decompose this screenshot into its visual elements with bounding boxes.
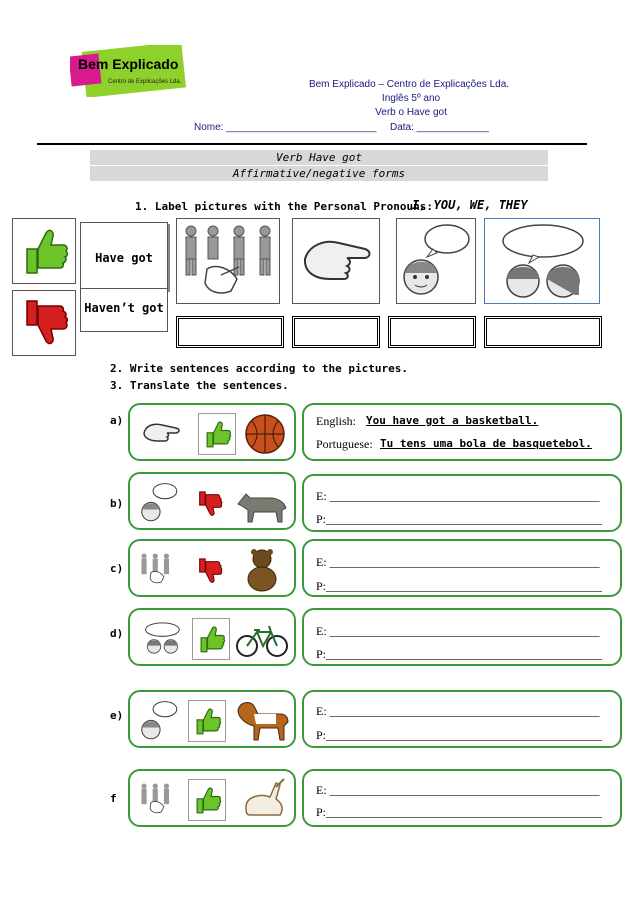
thumbs-up-icon: [189, 780, 225, 820]
row-d-sentences: [302, 608, 622, 666]
row-e-letter: e): [110, 709, 124, 722]
boy-with-speech-bubble-icon: [138, 480, 180, 526]
wolf-icon: [234, 482, 290, 524]
row-e-portuguese-line[interactable]: P:______________________________________________: [316, 728, 603, 742]
answer-box-1[interactable]: [176, 316, 284, 348]
thumb-frame: [188, 779, 226, 821]
picture-they: [484, 218, 600, 304]
row-d-portuguese-line[interactable]: P:______________________________________________: [316, 647, 603, 661]
group-pointing-self-icon: [138, 779, 182, 819]
exercise1-instruction: 1. Label pictures with the Personal Pronouns:: [135, 200, 434, 213]
two-kids-with-speech-bubble-icon: [485, 219, 599, 303]
header-divider: [37, 143, 587, 145]
pointing-hand-icon: [142, 415, 182, 451]
pronoun-list: I, YOU, WE, THEY: [412, 198, 528, 212]
thumbs-down-icon: [192, 553, 226, 589]
thumbs-up-icon: [199, 414, 235, 454]
answer-box-2[interactable]: [292, 316, 380, 348]
row-f-pictures: [128, 769, 296, 827]
row-d-english-line[interactable]: E: _____________________________________________: [316, 624, 600, 638]
header-line-2: Inglês 5º ano: [381, 93, 441, 104]
picture-i: [176, 218, 280, 304]
row-a-portuguese: Tu tens uma bola de basquetebol.: [380, 437, 592, 450]
have-got-label: Have got: [95, 251, 153, 265]
row-a-english-label: English:: [316, 414, 357, 428]
row-d-letter: d): [110, 627, 124, 640]
havent-got-box: [80, 288, 168, 332]
thumb-frame: [192, 618, 230, 660]
date-field[interactable]: Data: _____________: [390, 122, 489, 133]
row-e-english-line[interactable]: E: _____________________________________________: [316, 704, 600, 718]
answer-box-3[interactable]: [388, 316, 476, 348]
name-field[interactable]: Nome: ___________________________: [194, 122, 377, 133]
group-pointing-self-icon: [177, 219, 279, 303]
row-a-pictures: [128, 403, 296, 461]
boy-with-speech-bubble-icon: [138, 698, 180, 744]
row-e-sentences: [302, 690, 622, 748]
row-d-pictures: [128, 608, 296, 666]
thumbs-down-icon: [13, 291, 75, 355]
logo-text: Bem Explicado: [78, 56, 179, 72]
bicycle-icon: [236, 620, 288, 658]
row-c-portuguese-line[interactable]: P:______________________________________________: [316, 579, 603, 593]
pointing-hand-icon: [293, 219, 379, 303]
picture-we: [396, 218, 476, 304]
row-b-portuguese-line[interactable]: P:______________________________________________: [316, 512, 603, 526]
row-b-english-line[interactable]: E: _____________________________________________: [316, 489, 600, 503]
row-b-pictures: [128, 472, 296, 530]
row-b-letter: b): [110, 497, 124, 510]
instruction-2: 2. Write sentences according to the pictures.: [110, 362, 409, 375]
row-a-sentences: [302, 403, 622, 461]
row-f-sentences: [302, 769, 622, 827]
band-title: Verb Have got: [90, 150, 548, 165]
boy-with-speech-bubble-icon: [397, 219, 475, 303]
dog-icon: [234, 698, 290, 744]
group-pointing-self-icon: [138, 549, 182, 589]
picture-you: [292, 218, 380, 304]
thumbs-up-icon: [193, 619, 229, 659]
row-c-letter: c): [110, 562, 124, 575]
row-c-pictures: [128, 539, 296, 597]
havent-got-label: Haven’t got: [84, 301, 164, 315]
row-e-pictures: [128, 690, 296, 748]
row-a-portuguese-label: Portuguese:: [316, 437, 373, 451]
logo-subtext: Centro de Explicações Lda.: [108, 79, 182, 85]
thumb-frame: [198, 413, 236, 455]
two-kids-with-speech-bubble-icon: [138, 616, 186, 660]
row-a-english: You have got a basketball.: [366, 414, 539, 427]
row-f-portuguese-line[interactable]: P:______________________________________________: [316, 805, 603, 819]
thumbs-down-icon: [192, 486, 226, 522]
basketball-icon: [244, 413, 286, 455]
thumb-frame: [188, 700, 226, 742]
header-line-1: Bem Explicado – Centro de Explicações Lda.: [308, 79, 510, 90]
bear-icon: [240, 547, 284, 593]
row-c-sentences: [302, 539, 622, 597]
instruction-3: 3. Translate the sentences.: [110, 379, 289, 392]
rabbit-icon: [236, 777, 288, 823]
thumbs-up-icon: [189, 701, 225, 741]
row-a-letter: a): [110, 414, 124, 427]
header-line-3: Verb o Have got: [375, 107, 447, 118]
thumb-up-box: [12, 218, 76, 284]
row-f-english-line[interactable]: E: _____________________________________________: [316, 783, 600, 797]
row-c-english-line[interactable]: E: _____________________________________________: [316, 555, 600, 569]
row-b-sentences: [302, 474, 622, 532]
thumb-down-box: [12, 290, 76, 356]
thumbs-up-icon: [13, 219, 75, 283]
band-subtitle: Affirmative/negative forms: [90, 166, 548, 181]
answer-box-4[interactable]: [484, 316, 602, 348]
row-f-letter: f: [110, 792, 117, 805]
have-got-box: [80, 222, 168, 290]
